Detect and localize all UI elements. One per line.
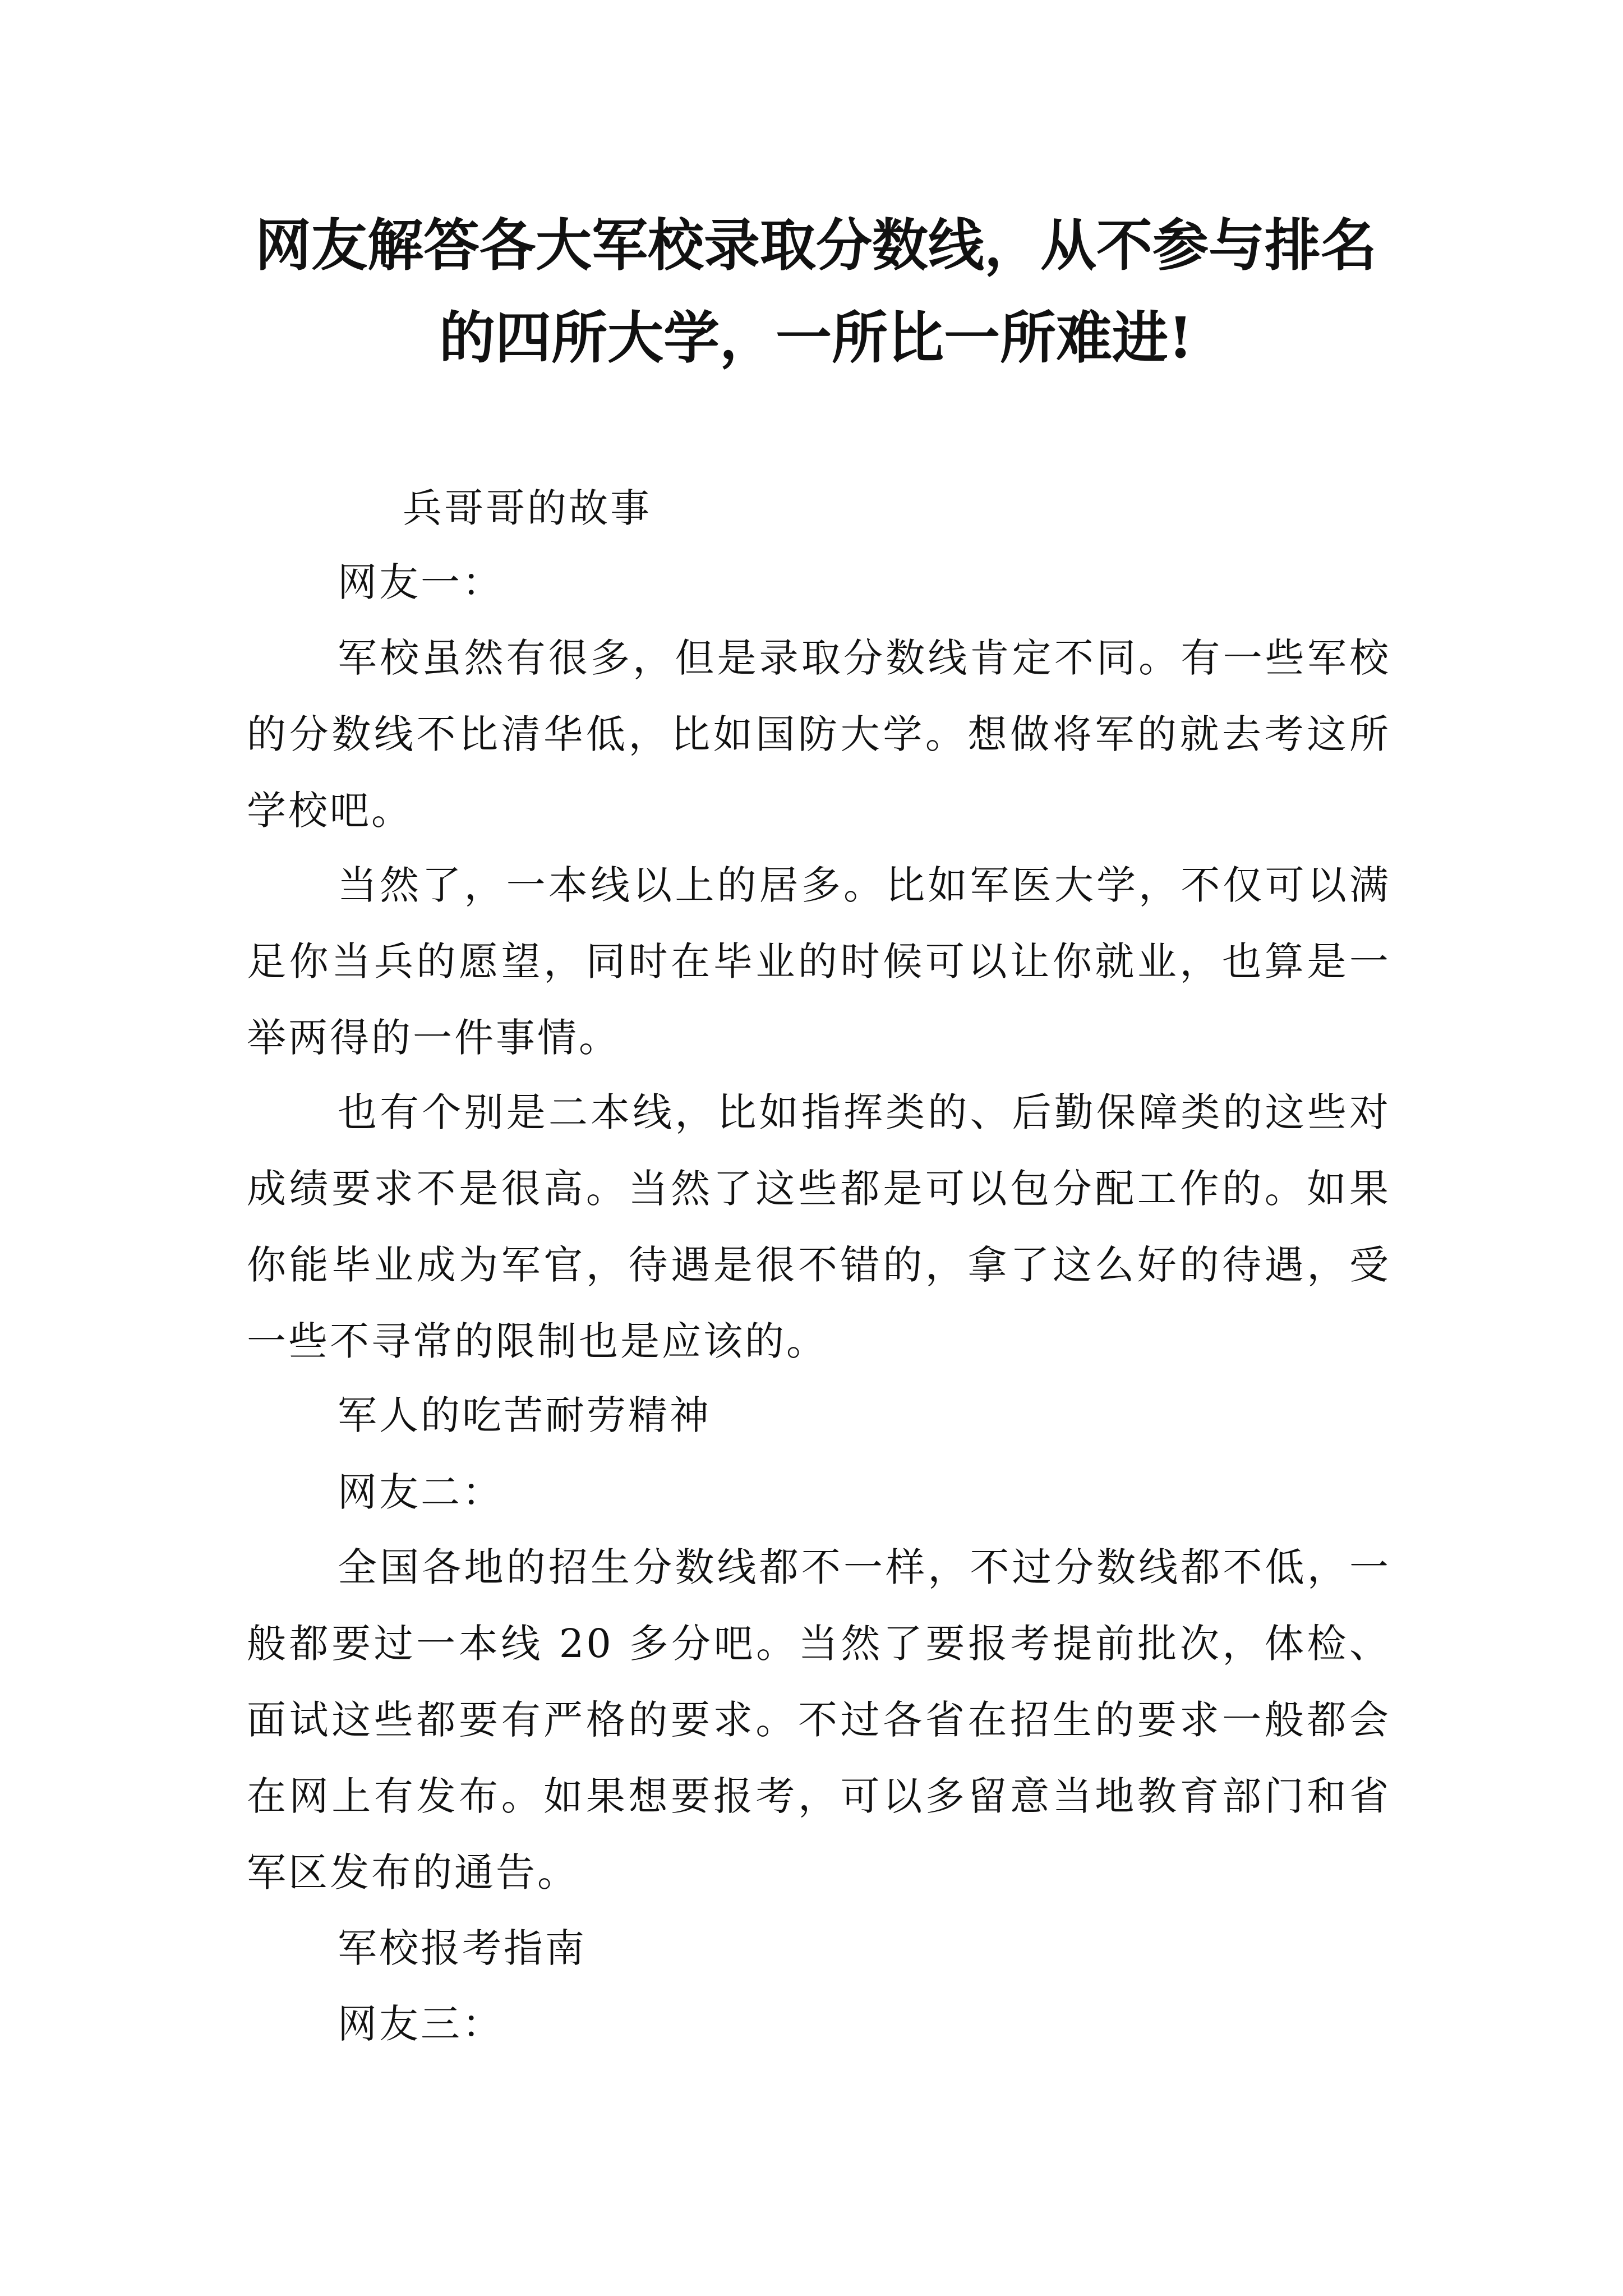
section-heading-1: 网友一： [338,559,504,605]
image-caption-2: 军校报考指南 [338,1925,587,1971]
byline: 兵哥哥的故事 [403,485,652,531]
paragraph-2: 当然了，一本线以上的居多。比如军医大学，不仅可以满足你当兵的愿望，同时在毕业的时候可以让你就业，也算是一举两得的一件事情。 [247,862,1391,1061]
paragraph-4: 全国各地的招生分数线都不一样，不过分数线都不低，一般都要过一本线 20 多分吧。当然了要报考提前批次，体检、面试这些都要有严格的要求。不过各省在招生的要求一般都会在网上有发布。如果想要报考，可以多留意当地教育部门和省军区发布的通告。 [247,1544,1391,1895]
document-title: 网友解答各大军校录取分数线，从不参与排名的四所大学，一所比一所难进! [255,212,1377,371]
section-heading-2: 网友二： [338,1469,504,1515]
section-heading-3: 网友三： [338,2001,504,2047]
paragraph-1: 军校虽然有很多，但是录取分数线肯定不同。有一些军校的分数线不比清华低，比如国防大学。想做将军的就去考这所学校吧。 [247,635,1391,834]
image-caption-1: 军人的吃苦耐劳精神 [338,1392,711,1438]
paragraph-3: 也有个别是二本线，比如指挥类的、后勤保障类的这些对成绩要求不是很高。当然了这些都是可以包分配工作的。如果你能毕业成为军官，待遇是很不错的，拿了这么好的待遇，受一些不寻常的限制也是应该的。 [247,1089,1391,1364]
